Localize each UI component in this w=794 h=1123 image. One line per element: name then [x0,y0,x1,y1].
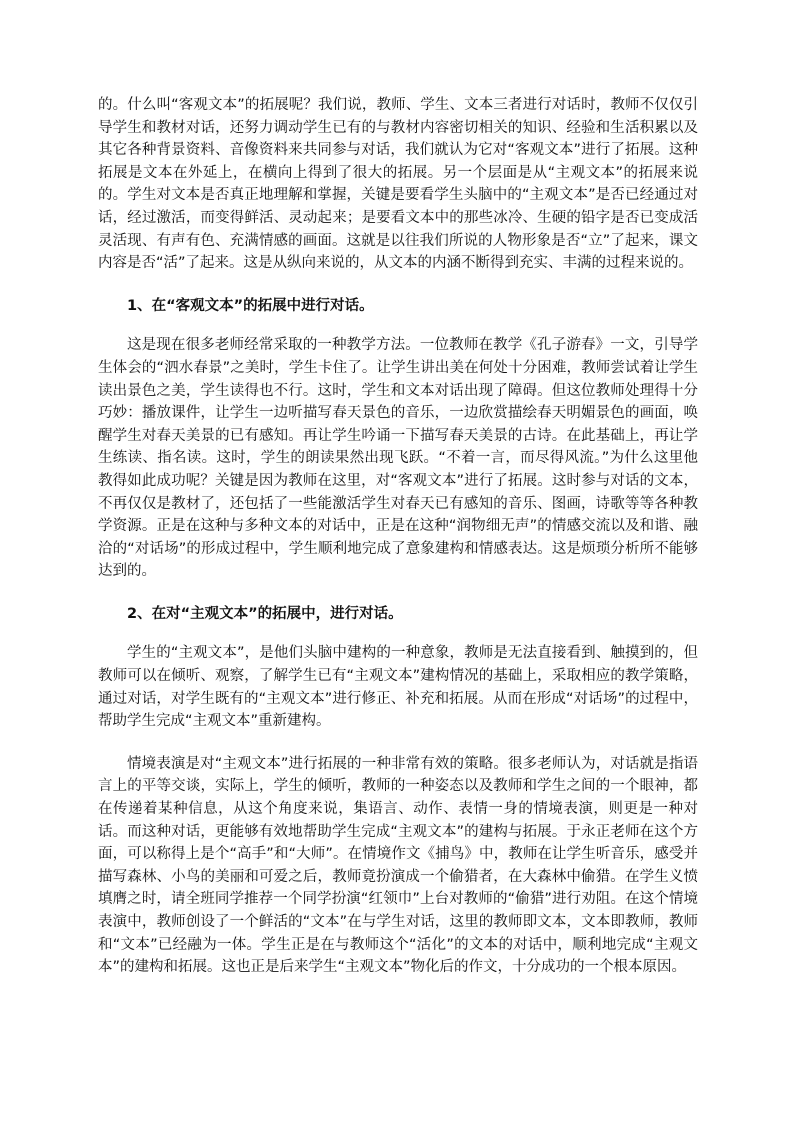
section-heading-2: 2、在对“主观文本”的拓展中，进行对话。 [127,605,403,622]
document-page [98,94,698,979]
paragraph-section-2a: 学生的“主观文本”，是他们头脑中建构的一种意象，教师是无法直接看到、触摸到的，但教师可以在倾听、观察，了解学生已有“主观文本”建构情况的基础上，采取相应的教学策略，通过对话，对学生既有的“主观文本”进行修正、补充和拓展。从而在形成“对话场”的过程中，帮助学生完成“主观文本”重新建构。 [98,645,698,730]
section-heading-1: 1、在“客观文本”的拓展中进行对话。 [127,297,374,314]
paragraph-intro: 的。什么叫“客观文本”的拓展呢？我们说，教师、学生、文本三者进行对话时，教师不仅仅引导学生和教材对话，还努力调动学生已有的与教材内容密切相关的知识、经验和生活积累以及其它各种背景资料、音像资料来共同参与对话，我们就认为它对“客观文本”进行了拓展。这种拓展是文本在外延上，在横向上得到了很大的拓展。另一个层面是从“主观文本”的拓展来说的。学生对文本是否真正地理解和掌握，关键是要看学生头脑中的“主观文本”是否已经通过对话，经过激活，而变得鲜活、灵动起来；是要看文本中的那些冰冷、生硬的铅字是否已变成活灵活现、有声有色、充满情感的画面。这就是以往我们所说的人物形象是否“立”了起来，课文内容是否“活”了起来。这是从纵向来说的，从文本的内涵不断得到充实、丰满的过程来说的。 [98,97,698,272]
paragraph-section-2b: 情境表演是对“主观文本”进行拓展的一种非常有效的策略。很多老师认为，对话就是指语言上的平等交谈，实际上，学生的倾听，教师的一种姿态以及教师和学生之间的一个眼神，都在传递着某种信息，从这个角度来说，集语言、动作、表情一身的情境表演，则更是一种对话。而这种对话，更能够有效地帮助学生完成“主观文本”的建构与拓展。于永正老师在这个方面，可以称得上是个“高手”和“大师”。在情境作文《捕鸟》中，教师在让学生听音乐，感受并描写森林、小鸟的美丽和可爱之后，教师竟扮演成一个偷猎者，在大森林中偷猎。在学生义愤填膺之时，请全班同学推荐一个同学扮演“红领巾”上台对教师的“偷猎”进行劝阻。在这个情境表演中，教师创设了一个鲜活的“文本”在与学生对话，这里的教师即文本，文本即教师，教师和“文本”已经融为一体。学生正是在与教师这个“活化”的文本的对话中，顺利地完成“主观文本”的建构和拓展。这也正是后来学生“主观文本”物化后的作文，十分成功的一个根本原因。 [98,755,698,976]
paragraph-section-1: 这是现在很多老师经常采取的一种教学方法。一位教师在教学《孔子游春》一文，引导学生体会的“泗水春景”之美时，学生卡住了。让学生讲出美在何处十分困难，教师尝试着让学生读出景色之美，学生读得也不行。这时，学生和文本对话出现了障碍。但这位教师处理得十分巧妙：播放课件，让学生一边听描写春天景色的音乐，一边欣赏描绘春天明媚景色的画面，唤醒学生对春天美景的已有感知。再让学生吟诵一下描写春天美景的古诗。在此基础上，再让学生练读、指名读。这时，学生的朗读果然出现飞跃。“不着一言，而尽得风流。”为什么这里他教得如此成功呢？关键是因为教师在这里，对“客观文本”进行了拓展。这时参与对话的文本，不再仅仅是教材了，还包括了一些能激活学生对春天已有感知的音乐、图画，诗歌等等各种教学资源。正是在这种与多种文本的对话中，正是在这种“润物细无声”的情感交流以及和谐、融洽的“对话场”的形成过程中，学生顺利地完成了意象建构和情感表达。这是烦琐分析所不能够达到的。 [98,337,698,580]
